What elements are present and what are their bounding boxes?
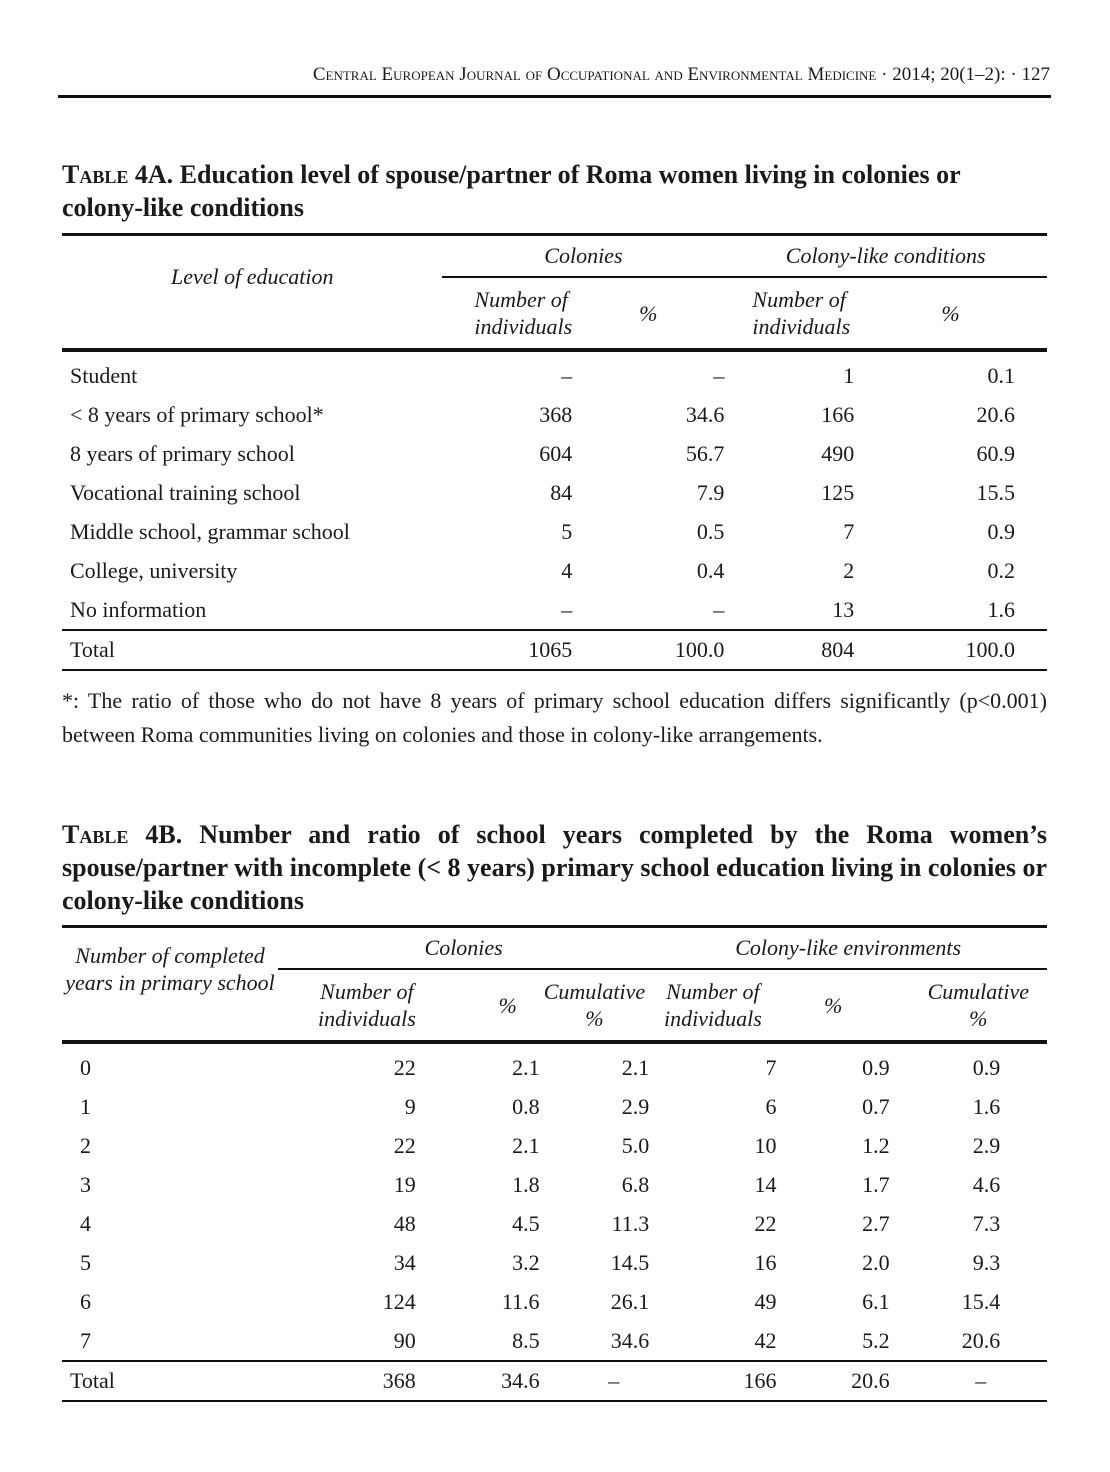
colony-like-percent: 0.7 bbox=[862, 1093, 890, 1119]
spacer bbox=[1000, 1042, 1047, 1087]
table-label: Table bbox=[62, 820, 129, 849]
colony-like-percent: 15.5 bbox=[976, 479, 1015, 505]
years-completed: 2 bbox=[80, 1132, 91, 1158]
colonies-count: – bbox=[561, 596, 573, 622]
colony-like-percent: 0.9 bbox=[987, 518, 1015, 544]
row-header: Number of completed years in primary school bbox=[62, 927, 278, 1043]
spacer bbox=[724, 434, 794, 473]
spacer bbox=[1000, 1087, 1047, 1126]
colony-like-count: 166 bbox=[821, 401, 855, 427]
table-row bbox=[62, 1126, 1047, 1165]
years-completed: 5 bbox=[80, 1249, 91, 1275]
colony-like-cumulative: – bbox=[890, 1361, 1001, 1401]
subheader-percent: % bbox=[572, 277, 724, 350]
colonies-cumulative: 2.1 bbox=[621, 1054, 650, 1080]
spacer bbox=[724, 350, 794, 395]
table-number: 4B. bbox=[145, 820, 183, 849]
colony-like-count: 49 bbox=[754, 1288, 777, 1314]
colony-like-count: 42 bbox=[754, 1327, 777, 1353]
colony-like-count: 6 bbox=[765, 1093, 777, 1119]
row-label: College, university bbox=[70, 557, 238, 583]
colonies-percent: 34.6 bbox=[685, 401, 725, 427]
colony-like-count: 125 bbox=[821, 479, 855, 505]
colony-like-cumulative: 2.9 bbox=[972, 1132, 1001, 1158]
colonies-count: 90 bbox=[393, 1327, 416, 1353]
colonies-percent: 3.2 bbox=[512, 1249, 540, 1275]
table-row bbox=[62, 1243, 1047, 1282]
header-rule bbox=[58, 95, 1051, 98]
spacer bbox=[724, 590, 794, 630]
colonies-count: 604 bbox=[539, 440, 573, 466]
colony-like-percent: 1.6 bbox=[987, 596, 1015, 622]
spacer bbox=[1000, 1243, 1047, 1282]
colony-like-cumulative: 9.3 bbox=[972, 1249, 1001, 1275]
colony-like-cumulative: 20.6 bbox=[961, 1327, 1001, 1353]
table-row bbox=[62, 1204, 1047, 1243]
colony-like-percent: 6.1 bbox=[862, 1288, 890, 1314]
group-header-colony-like: Colony-like conditions bbox=[724, 235, 1047, 278]
colony-like-percent: 20.6 bbox=[976, 401, 1015, 427]
colonies-percent: 7.9 bbox=[696, 479, 725, 505]
years-completed: 1 bbox=[80, 1093, 91, 1119]
table-label: Table bbox=[62, 160, 129, 189]
subheader-cumulative: Cumulative % bbox=[890, 969, 1047, 1042]
row-label: < 8 years of primary school* bbox=[70, 401, 324, 427]
colonies-percent: 4.5 bbox=[512, 1210, 540, 1236]
spacer bbox=[1000, 1165, 1047, 1204]
colony-like-percent: 60.9 bbox=[976, 440, 1015, 466]
subheader-number: Number of individuals bbox=[442, 277, 572, 350]
running-header bbox=[58, 64, 1050, 94]
colony-like-percent: 2.7 bbox=[862, 1210, 890, 1236]
colonies-cumulative: 2.9 bbox=[621, 1093, 650, 1119]
colony-like-cumulative: 0.9 bbox=[972, 1054, 1001, 1080]
colony-like-percent: 1.7 bbox=[862, 1171, 890, 1197]
colony-like-count: 166 bbox=[649, 1361, 776, 1401]
colonies-cumulative: 26.1 bbox=[610, 1288, 650, 1314]
years-completed: 4 bbox=[80, 1210, 91, 1236]
row-label: No information bbox=[70, 596, 207, 622]
row-label: Student bbox=[70, 362, 138, 388]
colony-like-cumulative: 1.6 bbox=[972, 1093, 1001, 1119]
colonies-count: 34 bbox=[393, 1249, 416, 1275]
colonies-percent: 2.1 bbox=[512, 1054, 540, 1080]
colonies-cumulative: 34.6 bbox=[610, 1327, 650, 1353]
group-header-colonies: Colonies bbox=[442, 235, 724, 278]
table-row bbox=[62, 1321, 1047, 1361]
colonies-count: 19 bbox=[393, 1171, 416, 1197]
table-row bbox=[62, 473, 1047, 512]
table-total-row bbox=[62, 630, 1047, 670]
table-total-row bbox=[62, 1361, 1047, 1401]
colonies-percent: 100.0 bbox=[572, 630, 724, 670]
colony-like-count: 2 bbox=[843, 557, 855, 583]
table-row bbox=[62, 590, 1047, 630]
colonies-count: 22 bbox=[393, 1132, 416, 1158]
colony-like-percent: 1.2 bbox=[862, 1132, 890, 1158]
colonies-cumulative: – bbox=[540, 1361, 650, 1401]
table-row bbox=[62, 512, 1047, 551]
colonies-percent: 0.4 bbox=[696, 557, 725, 583]
table-row bbox=[62, 395, 1047, 434]
group-header-colonies: Colonies bbox=[278, 927, 649, 970]
table-4b-caption bbox=[62, 818, 1047, 917]
colony-like-percent: 100.0 bbox=[854, 630, 1047, 670]
colony-like-count: 7 bbox=[843, 518, 855, 544]
subheader-number: Number of individuals bbox=[278, 969, 416, 1042]
subheader-percent: % bbox=[416, 969, 540, 1042]
spacer bbox=[442, 350, 509, 395]
table-title: Number and ratio of school years completed by the Roma women’s spouse/partner with incomplete (< 8 years) primary school education living in colonies or colony-like conditions bbox=[62, 820, 1048, 915]
subheader-percent: % bbox=[777, 969, 890, 1042]
colonies-count: – bbox=[561, 362, 573, 388]
colonies-count: 368 bbox=[278, 1361, 416, 1401]
colonies-count: 368 bbox=[539, 401, 573, 427]
table-4a bbox=[62, 233, 1047, 671]
table-row bbox=[62, 551, 1047, 590]
table-row bbox=[62, 1042, 1047, 1087]
subheader-number: Number of individuals bbox=[724, 277, 854, 350]
colony-like-cumulative: 7.3 bbox=[972, 1210, 1001, 1236]
colony-like-percent: 5.2 bbox=[862, 1327, 890, 1353]
colony-like-count: 22 bbox=[754, 1210, 777, 1236]
years-completed: 3 bbox=[80, 1171, 91, 1197]
row-label: Vocational training school bbox=[70, 479, 301, 505]
colonies-count: 84 bbox=[550, 479, 573, 505]
colonies-cumulative: 11.3 bbox=[611, 1210, 650, 1236]
colonies-percent: 8.5 bbox=[512, 1327, 540, 1353]
spacer bbox=[724, 551, 794, 590]
colonies-count: 4 bbox=[561, 557, 573, 583]
colony-like-count: 1 bbox=[843, 362, 855, 388]
group-header-colony-like: Colony-like environments bbox=[649, 927, 1047, 970]
subheader-cumulative: Cumulative % bbox=[540, 969, 650, 1042]
colonies-percent: 2.1 bbox=[512, 1132, 540, 1158]
spacer bbox=[1000, 1282, 1047, 1321]
spacer bbox=[1000, 1204, 1047, 1243]
row-header: Level of education bbox=[62, 235, 442, 351]
colony-like-percent: 0.1 bbox=[987, 362, 1015, 388]
table-row bbox=[62, 350, 1047, 395]
colony-like-cumulative: 15.4 bbox=[961, 1288, 1001, 1314]
spacer bbox=[1000, 1361, 1047, 1401]
spacer bbox=[442, 630, 509, 670]
colony-like-count: 490 bbox=[821, 440, 855, 466]
row-label: 8 years of primary school bbox=[70, 440, 295, 466]
spacer bbox=[724, 473, 794, 512]
colony-like-percent: 20.6 bbox=[777, 1361, 890, 1401]
colonies-percent: 56.7 bbox=[685, 440, 725, 466]
spacer bbox=[1000, 1126, 1047, 1165]
years-completed: 6 bbox=[80, 1288, 91, 1314]
spacer bbox=[442, 395, 509, 434]
table-4a-footnote: *: The ratio of those who do not have 8 years of primary school education differs significantly (p<0.001) between Roma communities living on colonies and those in colony-like arrangements. bbox=[62, 688, 1047, 747]
spacer bbox=[1000, 1321, 1047, 1361]
citation: · 2014; 20(1–2): · 127 bbox=[881, 64, 1050, 85]
colonies-count: 9 bbox=[404, 1093, 416, 1119]
colonies-percent: 0.8 bbox=[512, 1093, 540, 1119]
colonies-count: 1065 bbox=[509, 630, 572, 670]
spacer bbox=[724, 512, 794, 551]
years-completed: Total bbox=[62, 1361, 278, 1401]
colonies-percent: 11.6 bbox=[501, 1288, 540, 1314]
colony-like-count: 16 bbox=[754, 1249, 777, 1275]
subheader-number: Number of individuals bbox=[649, 969, 776, 1042]
colony-like-percent: 0.9 bbox=[862, 1054, 890, 1080]
table-row bbox=[62, 1282, 1047, 1321]
spacer bbox=[442, 590, 509, 630]
colonies-percent: 1.8 bbox=[512, 1171, 540, 1197]
colony-like-percent: 0.2 bbox=[987, 557, 1015, 583]
colonies-percent: – bbox=[713, 362, 725, 388]
years-completed: 0 bbox=[80, 1054, 91, 1080]
years-completed: 7 bbox=[80, 1327, 91, 1353]
spacer bbox=[442, 551, 509, 590]
colonies-count: 5 bbox=[561, 518, 573, 544]
colony-like-count: 804 bbox=[794, 630, 854, 670]
colonies-percent: – bbox=[713, 596, 725, 622]
table-title: Education level of spouse/partner of Roma women living in colonies or colony-like conditions bbox=[62, 160, 961, 222]
table-4b bbox=[62, 925, 1047, 1402]
subheader-percent: % bbox=[854, 277, 1047, 350]
colonies-cumulative: 6.8 bbox=[621, 1171, 650, 1197]
spacer bbox=[724, 630, 794, 670]
spacer bbox=[442, 512, 509, 551]
colonies-count: 124 bbox=[382, 1288, 416, 1314]
colony-like-count: 10 bbox=[754, 1132, 777, 1158]
row-label: Middle school, grammar school bbox=[70, 518, 350, 544]
table-number: 4A. bbox=[134, 160, 174, 189]
colonies-percent: 0.5 bbox=[696, 518, 725, 544]
spacer bbox=[442, 434, 509, 473]
colonies-count: 48 bbox=[393, 1210, 416, 1236]
spacer bbox=[724, 395, 794, 434]
row-label: Total bbox=[62, 630, 442, 670]
colony-like-percent: 2.0 bbox=[862, 1249, 890, 1275]
table-row bbox=[62, 434, 1047, 473]
colony-like-count: 13 bbox=[832, 596, 855, 622]
colony-like-count: 7 bbox=[765, 1054, 777, 1080]
journal-name: Central European Journal of Occupational and Environmental Medicine bbox=[312, 64, 877, 85]
colony-like-cumulative: 4.6 bbox=[972, 1171, 1001, 1197]
table-4a-caption bbox=[62, 158, 1047, 224]
table-row bbox=[62, 1165, 1047, 1204]
colonies-percent: 34.6 bbox=[416, 1361, 540, 1401]
colonies-count: 22 bbox=[393, 1054, 416, 1080]
spacer bbox=[442, 473, 509, 512]
table-row bbox=[62, 1087, 1047, 1126]
colonies-cumulative: 14.5 bbox=[610, 1249, 650, 1275]
colony-like-count: 14 bbox=[754, 1171, 777, 1197]
colonies-cumulative: 5.0 bbox=[621, 1132, 650, 1158]
